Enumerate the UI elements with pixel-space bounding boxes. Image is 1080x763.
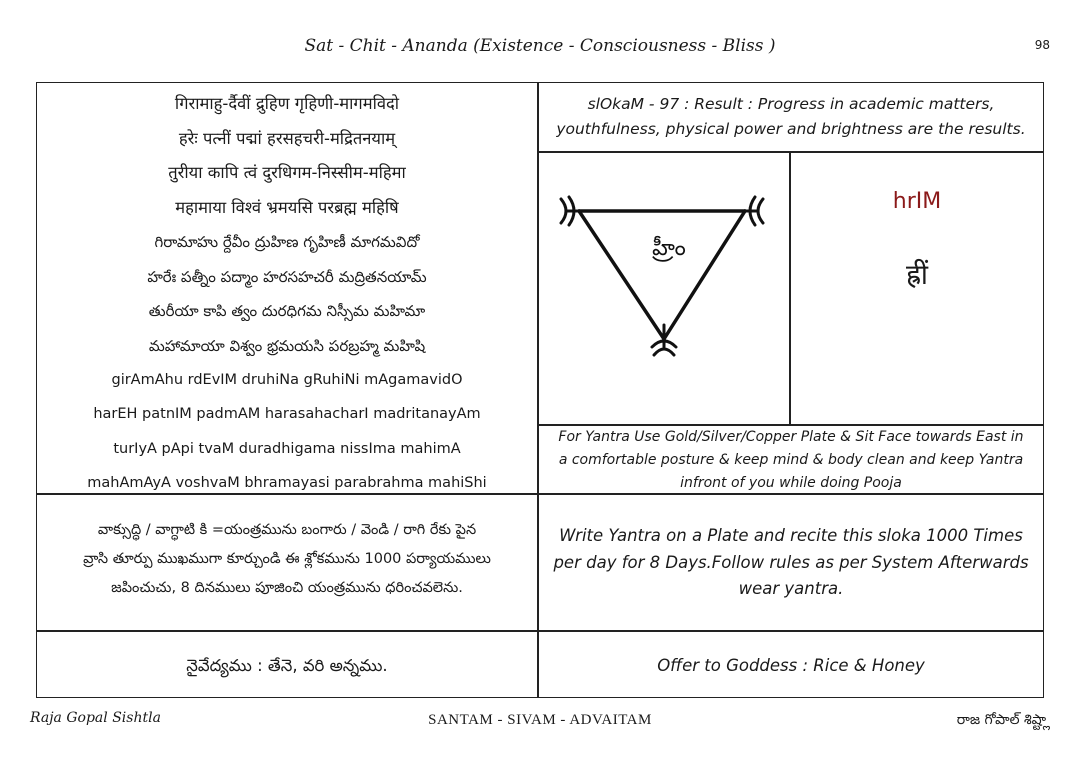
yantra-center-syllable: హ్రీం: [652, 236, 686, 261]
instruction-line: a comfortable posture & keep mind & body clean and keep Yantra: [558, 452, 1024, 468]
mantra-cell: [790, 152, 1044, 425]
verse-transliteration-line: girAmAhu rdEvIM druhiNa gRuhiNi mAgamavidO: [111, 372, 463, 388]
footer-author-telugu: రాజ గోపాల్ శిష్ట్లా: [956, 712, 1050, 728]
mantra-latin: hrIM: [892, 189, 942, 214]
yantra-triangle: [579, 211, 745, 339]
instruction-line: infront of you while doing Pooja: [680, 475, 902, 491]
sloka-table: [36, 82, 1044, 698]
english-offering-text: Offer to Goddess : Rice & Honey: [657, 656, 925, 675]
verse-telugu-line: గిరామాహు ర్దేవీం ద్రుహిణ గృహిణీ మాగమవిదో: [154, 233, 420, 251]
footer-author-latin: Raja Gopal Sishtla: [30, 710, 161, 726]
telugu-method-line: వాక్సుద్ధి / వాగ్ధాటి కి =యంత్రమును బంగారు / వెండి / రాగి రేకు పైన: [97, 522, 477, 538]
page-number: 98: [1034, 38, 1050, 52]
trident-icon: [727, 197, 763, 225]
telugu-method-cell: [36, 494, 538, 631]
telugu-offering-text: నైవేద్యము : తేనె, వరి అన్నము.: [186, 656, 388, 675]
result-line: youthfulness, physical power and brightness are the results.: [556, 120, 1026, 138]
verse-transliteration-line: harEH patnIM padmAM harasahacharI madritanayAm: [93, 406, 481, 423]
instructions-cell: [538, 425, 1044, 494]
result-cell: [538, 82, 1044, 152]
verse-devanagari-line: गिरामाहु-र्दैवीं द्रुहिण गृहिणी-मागमविदो: [174, 94, 400, 113]
verse-devanagari-line: हरेः पत्नीं पद्मां हरसहचरी-मद्रितनयाम्: [178, 128, 396, 148]
yantra-diagram: [539, 153, 788, 423]
english-method-cell: [538, 494, 1044, 631]
verse-cell: [36, 82, 538, 494]
english-method-line: per day for 8 Days.Follow rules as per System Afterwards: [553, 552, 1029, 572]
telugu-method-line: వ్రాసి తూర్పు ముఖముగా కూర్చుండి ఈ శ్లోకమును 1000 పర్యాయములు: [83, 551, 491, 567]
verse-telugu-line: హరేః పత్నీం పద్మాం హరసహచరీ మద్రితనయామ్: [147, 267, 427, 286]
instruction-line: For Yantra Use Gold/Silver/Copper Plate & Sit Face towards East in: [558, 429, 1024, 445]
yantra-cell: [538, 152, 790, 425]
verse-telugu-line: తురీయా కాపి త్వం దురధిగమ నిస్సీమ మహిమా: [148, 302, 426, 320]
english-method-line: Write Yantra on a Plate and recite this sloka 1000 Times: [559, 526, 1023, 545]
verse-telugu-line: మహామాయా విశ్వం భ్రమయసి పరబ్రహ్మ మహిషి: [148, 336, 426, 355]
page-header-title: Sat - Chit - Ananda (Existence - Consciousness - Bliss ): [304, 36, 776, 56]
footer-motto: SANTAM - SIVAM - ADVAITAM: [428, 712, 652, 728]
verse-devanagari-line: महामाया विश्वं भ्रमयसि परब्रह्म महिषि: [175, 197, 399, 217]
trident-icon: [561, 197, 597, 225]
mantra-devanagari: ह्रीं: [905, 258, 929, 291]
verse-transliteration-line: turIyA pApi tvaM duradhigama nissIma mahimA: [113, 440, 461, 457]
verse-devanagari-line: तुरीया कापि त्वं दुरधिगम-निस्सीम-महिमा: [168, 163, 406, 182]
english-offering-cell: [538, 631, 1044, 698]
verse-transliteration-line: mahAmAyA voshvaM bhramayasi parabrahma mahiShi: [87, 475, 487, 492]
telugu-offering-cell: [36, 631, 538, 698]
telugu-method-line: జపించుచు, 8 దినములు పూజించి యంత్రమును ధరించవలెను.: [111, 580, 463, 596]
result-line: slOkaM - 97 : Result : Progress in academic matters,: [587, 95, 995, 113]
english-method-line: wear yantra.: [738, 579, 844, 598]
